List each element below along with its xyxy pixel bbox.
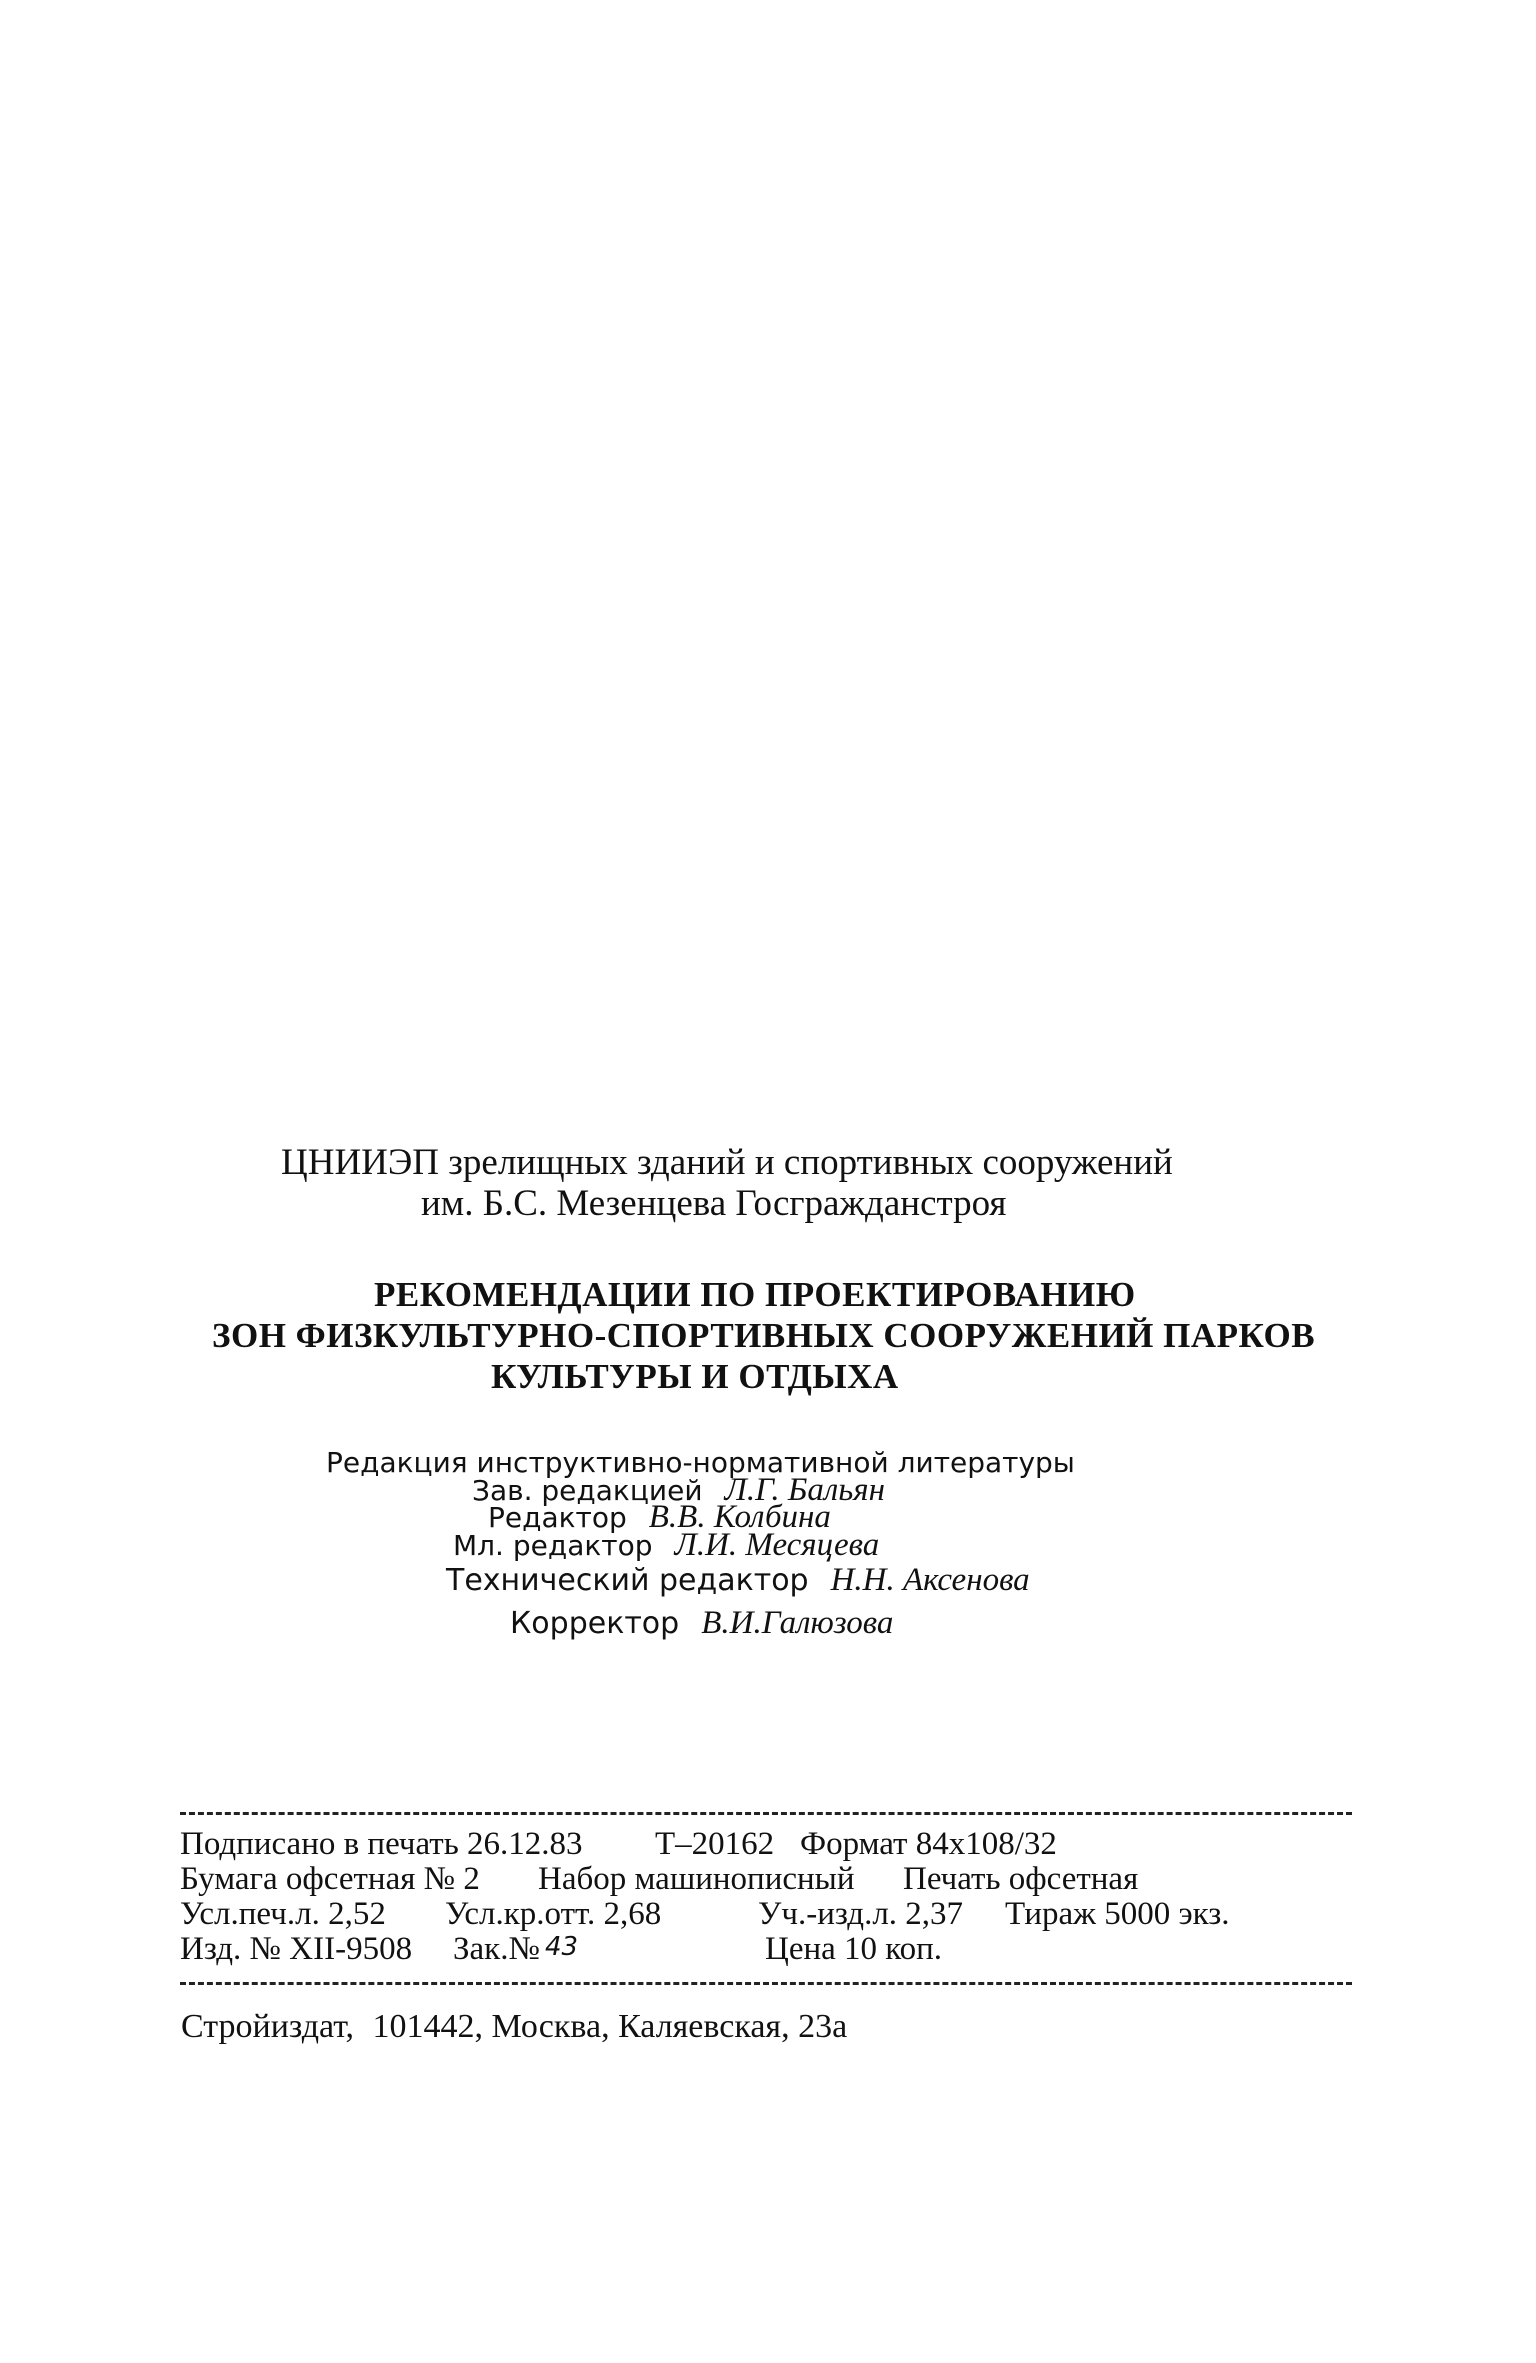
printing: Печать офсетная bbox=[903, 1861, 1139, 1897]
proofreader-line bbox=[510, 1605, 894, 1641]
publication-sheets: Уч.-изд.л. 2,37 bbox=[758, 1896, 964, 1932]
format: Формат 84x108/32 bbox=[800, 1826, 1057, 1862]
publisher-name: Стройиздат, bbox=[181, 2008, 355, 2045]
edition-department: Редакция инструктивно-нормативной литературы bbox=[326, 1446, 1075, 1479]
tech-editor-line bbox=[446, 1562, 1030, 1598]
editor-name: В.В. Колбина bbox=[648, 1499, 831, 1535]
typesetting: Набор машинописный bbox=[538, 1861, 855, 1897]
signed-date: Подписано в печать 26.12.83 bbox=[180, 1826, 583, 1862]
imprint-row-4 bbox=[180, 1931, 1360, 1967]
head-editor-label: Зав. редакцией bbox=[472, 1474, 703, 1507]
junior-editor-name: Л.И. Месяцева bbox=[674, 1527, 880, 1563]
head-editor-name: Л.Г. Бальян bbox=[724, 1472, 886, 1508]
color-prints: Усл.кр.отт. 2,68 bbox=[445, 1896, 662, 1932]
publication-number: Изд. № XII-9508 bbox=[180, 1931, 413, 1967]
order-label: Зак.№ bbox=[453, 1931, 540, 1967]
imprint-row-1 bbox=[180, 1826, 1360, 1862]
junior-editor-line bbox=[453, 1527, 880, 1563]
junior-editor-label: Мл. редактор bbox=[453, 1529, 653, 1562]
editor-label: Редактор bbox=[488, 1501, 627, 1534]
tech-editor-name: Н.Н. Аксенова bbox=[830, 1562, 1030, 1598]
license-code: Т–20162 bbox=[655, 1826, 775, 1862]
publisher-address: 101442, Москва, Каляевская, 23а bbox=[372, 2008, 848, 2045]
institution-line-2: им. Б.С. Мезенцева Госгражданстроя bbox=[421, 1183, 1007, 1224]
title-line-1: РЕКОМЕНДАЦИИ ПО ПРОЕКТИРОВАНИЮ bbox=[374, 1275, 1136, 1314]
print-sheets: Усл.печ.л. 2,52 bbox=[180, 1896, 386, 1932]
institution-line-1: ЦНИИЭП зрелищных зданий и спортивных сооружений bbox=[281, 1142, 1173, 1183]
imprint-row-3 bbox=[180, 1896, 1360, 1932]
paper: Бумага офсетная № 2 bbox=[180, 1861, 480, 1897]
proofreader-label: Корректор bbox=[510, 1606, 680, 1641]
price: Цена 10 коп. bbox=[765, 1931, 943, 1967]
separator-bottom bbox=[180, 1982, 1352, 1985]
publisher-line bbox=[181, 2008, 847, 2046]
separator-top bbox=[180, 1812, 1352, 1815]
print-run: Тираж 5000 экз. bbox=[1005, 1896, 1230, 1932]
tech-editor-label: Технический редактор bbox=[446, 1563, 809, 1598]
title-line-2: ЗОН ФИЗКУЛЬТУРНО-СПОРТИВНЫХ СООРУЖЕНИЙ ПАРКОВ bbox=[212, 1316, 1316, 1355]
title-line-3: КУЛЬТУРЫ И ОТДЫХА bbox=[491, 1357, 899, 1396]
proofreader-name: В.И.Галюзова bbox=[701, 1605, 894, 1641]
imprint-row-2 bbox=[180, 1861, 1360, 1897]
order-number: 43 bbox=[545, 1932, 579, 1962]
